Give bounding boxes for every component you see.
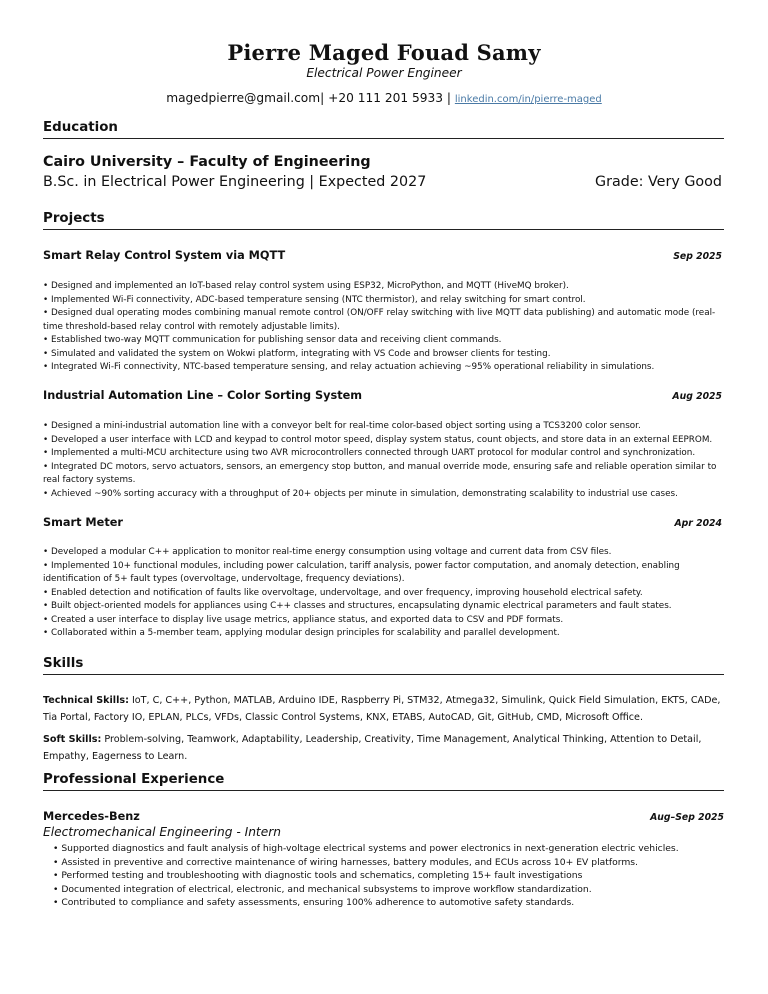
education-degree: B.Sc. in Electrical Power Engineering | Expected 2027	[43, 174, 427, 190]
bullet-item: • Enabled detection and notification of faults like overvoltage, undervoltage, and over frequency, improving household electrical safety.	[43, 587, 726, 601]
technical-skills	[43, 692, 726, 726]
bullet-item: • Performed testing and troubleshooting with diagnostic tools and schematics, completing 15+ fault investigations	[53, 869, 723, 883]
bullet-item: • Designed a mini-industrial automation line with a conveyor belt for real-time color-based object sorting using a TCS3200 color sensor.	[43, 420, 726, 434]
project-title: Smart Relay Control System via MQTT	[43, 249, 286, 262]
bullet-item: • Developed a modular C++ application to monitor real-time energy consumption using voltage and current data from CSV files.	[43, 546, 726, 560]
email[interactable]: magedpierre@gmail.com	[166, 91, 321, 105]
bullet-item: • Contributed to compliance and safety assessments, ensuring 100% adherence to automotive safety standards.	[53, 896, 723, 910]
bullet-item: • Collaborated within a 5-member team, applying modular design principles for scalability and parallel development.	[43, 627, 726, 641]
project-title: Industrial Automation Line – Color Sorting System	[43, 389, 363, 402]
section-heading-education: Education	[43, 120, 724, 139]
experience-role: Electromechanical Engineering - Intern	[43, 825, 281, 839]
candidate-role: Electrical Power Engineer	[306, 66, 462, 80]
project-bullets	[43, 420, 726, 501]
candidate-name: Pierre Maged Fouad Samy	[227, 40, 541, 65]
project-date: Sep 2025	[673, 251, 722, 262]
company-name: Mercedes-Benz	[43, 810, 140, 823]
bullet-item: • Designed dual operating modes combining manual remote control (ON/OFF relay switching with live MQTT data publishing) and automatic mode (real-time threshold-based relay control with remotely adjustable limits).	[43, 307, 726, 334]
project-title: Smart Meter	[43, 516, 123, 529]
soft-skills-label: Soft Skills:	[43, 734, 102, 745]
bullet-item: • Documented integration of electrical, electronic, and mechanical subsystems to improve workflow standardization.	[53, 883, 723, 897]
project-date: Apr 2024	[674, 518, 722, 529]
bullet-item: • Established two-way MQTT communication for publishing sensor data and receiving client commands.	[43, 334, 726, 348]
section-heading-experience: Professional Experience	[43, 772, 724, 791]
bullet-item: • Simulated and validated the system on Wokwi platform, integrating with VS Code and browser clients for testing.	[43, 348, 726, 362]
separator: |	[443, 91, 455, 105]
phone: +20 111 201 5933	[328, 91, 443, 105]
section-heading-skills: Skills	[43, 656, 724, 675]
contact-line	[0, 91, 768, 105]
experience-date: Aug–Sep 2025	[650, 812, 724, 823]
education-grade: Grade: Very Good	[595, 174, 722, 190]
bullet-item: • Supported diagnostics and fault analysis of high-voltage electrical systems and power electronics in next-generation electric vehicles.	[53, 842, 723, 856]
bullet-item: • Built object-oriented models for appliances using C++ classes and structures, encapsulating dynamic electrical parameters and fault states.	[43, 600, 726, 614]
experience-bullets	[53, 842, 723, 910]
project-bullets	[43, 280, 726, 375]
linkedin-link[interactable]: linkedin.com/in/pierre-maged	[454, 94, 602, 105]
education-school: Cairo University – Faculty of Engineering	[43, 154, 371, 170]
bullet-item: • Implemented 10+ functional modules, including power calculation, tariff analysis, power factor computation, and anomaly detection, enabling identification of 5+ fault types (overvoltage, undervoltage, frequency deviations).	[43, 560, 726, 587]
bullet-item: • Achieved ~90% sorting accuracy with a throughput of 20+ objects per minute in simulation, demonstrating scalability to industrial use cases.	[43, 488, 726, 502]
separator: |	[320, 91, 329, 105]
bullet-item: • Integrated Wi-Fi connectivity, NTC-based temperature sensing, and relay actuation achieving ~95% operational reliability in simulations.	[43, 361, 726, 375]
bullet-item: • Assisted in preventive and corrective maintenance of wiring harnesses, battery modules, and ECUs across 10+ EV platforms.	[53, 856, 723, 870]
technical-skills-list: IoT, C, C++, Python, MATLAB, Arduino IDE, Raspberry Pi, STM32, Atmega32, Simulink, Quick Field Simulation, EKTS, CADe, Tia Portal, Factory IO, EPLAN, PLCs, VFDs, Classic Control Systems, KNX, ETABS, AutoCAD, Git, GitHub, CMD, Microsoft Office.	[43, 695, 721, 723]
soft-skills-list: Problem-solving, Teamwork, Adaptability, Leadership, Creativity, Time Management, Analytical Thinking, Attention to Detail, Empathy, Eagerness to Learn.	[43, 734, 702, 762]
bullet-item: • Implemented a multi-MCU architecture using two AVR microcontrollers connected through UART protocol for modular control and synchronization.	[43, 447, 726, 461]
technical-skills-label: Technical Skills:	[43, 695, 129, 706]
bullet-item: • Designed and implemented an IoT-based relay control system using ESP32, MicroPython, and MQTT (HiveMQ broker).	[43, 280, 726, 294]
soft-skills	[43, 731, 726, 765]
bullet-item: • Implemented Wi-Fi connectivity, ADC-based temperature sensing (NTC thermistor), and relay switching for smart control.	[43, 294, 726, 308]
section-heading-projects: Projects	[43, 211, 724, 230]
bullet-item: • Integrated DC motors, servo actuators, sensors, an emergency stop button, and manual override mode, ensuring safe and reliable operation similar to real factory systems.	[43, 461, 726, 488]
bullet-item: • Developed a user interface with LCD and keypad to control motor speed, display system status, count objects, and store data in an external EEPROM.	[43, 434, 726, 448]
project-bullets	[43, 546, 726, 641]
bullet-item: • Created a user interface to display live usage metrics, appliance status, and exported data to CSV and PDF formats.	[43, 614, 726, 628]
project-date: Aug 2025	[672, 391, 722, 402]
